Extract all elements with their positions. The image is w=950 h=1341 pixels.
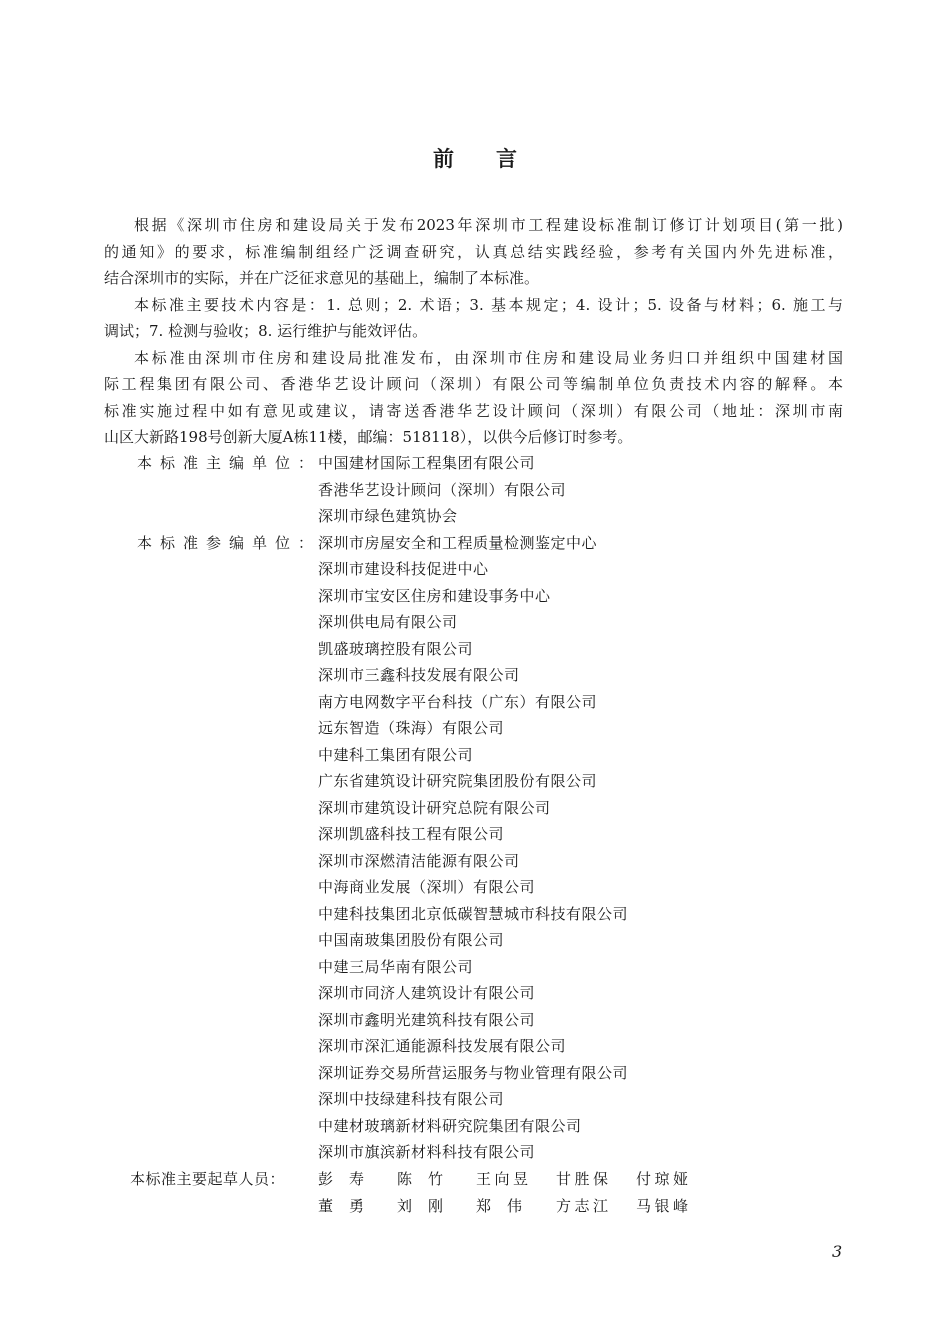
- chief-unit: 香港华艺设计顾问（深圳）有限公司: [318, 480, 567, 499]
- drafters-list: [318, 1166, 738, 1219]
- participating-unit: 深圳市三鑫科技发展有限公司: [318, 666, 520, 684]
- participating-unit: 深圳供电局有限公司: [318, 613, 458, 631]
- page-title: 前言: [433, 146, 559, 171]
- participating-unit: 南方电网数字平台科技（广东）有限公司: [318, 692, 598, 711]
- drafter-name: 马银峰: [636, 1196, 688, 1215]
- participating-unit: 中建材玻璃新材料研究院集团有限公司: [318, 1116, 582, 1135]
- chief-unit: 深圳市绿色建筑协会: [318, 507, 458, 525]
- participating-unit: 深圳市鑫明光建筑科技有限公司: [318, 1010, 536, 1029]
- participating-unit: 深圳市旗滨新材料科技有限公司: [318, 1143, 536, 1161]
- drafter-name: 陈竹: [397, 1170, 443, 1188]
- participating-unit: 深圳凯盛科技工程有限公司: [318, 825, 505, 843]
- drafter-name: 甘胜保: [556, 1170, 608, 1188]
- participating-unit: 深圳市房屋安全和工程质量检测鉴定中心: [318, 533, 598, 552]
- participating-unit: 远东智造（珠海）有限公司: [318, 719, 505, 737]
- paragraph-line: 根据《深圳市住房和建设局关于发布2023年深圳市工程建设标准制订修订计划项目(第一批): [134, 216, 843, 234]
- participating-units-label: 本标准参编单位：: [137, 533, 313, 552]
- paragraph-line: 本标准由深圳市住房和建设局批准发布，由深圳市住房和建设局业务归口并组织中国建材国: [134, 348, 843, 367]
- participating-unit: 中海商业发展（深圳）有限公司: [318, 878, 536, 896]
- participating-unit: 中建科工集团有限公司: [318, 745, 474, 764]
- drafter-name: 刘刚: [397, 1196, 443, 1215]
- paragraph-line: 标准实施过程中如有意见或建议，请寄送香港华艺设计顾问（深圳）有限公司（地址：深圳市南: [104, 401, 843, 420]
- drafter-name: 董勇: [318, 1196, 364, 1215]
- chief-unit: 中国建材国际工程集团有限公司: [318, 454, 536, 472]
- drafter-name: 郑伟: [476, 1196, 522, 1215]
- participating-unit: 广东省建筑设计研究院集团股份有限公司: [318, 772, 598, 790]
- participating-unit: 深圳中技绿建科技有限公司: [318, 1090, 505, 1108]
- drafters-row: [318, 1166, 738, 1193]
- paragraph-line: 本标准主要技术内容是：1. 总则；2. 术语；3. 基本规定；4. 设计；5. 设备与材料；6. 施工与: [134, 295, 843, 314]
- participating-unit: 深圳市建筑设计研究总院有限公司: [318, 798, 551, 817]
- drafter-name: 王向昱: [476, 1170, 528, 1188]
- page-number: 3: [832, 1242, 843, 1261]
- drafters-row: [318, 1193, 738, 1220]
- preface-body: [104, 212, 843, 451]
- participating-unit: 中建科技集团北京低碳智慧城市科技有限公司: [318, 904, 629, 923]
- drafters-label: 本标准主要起草人员：: [130, 1170, 286, 1188]
- participating-unit: 深圳市同济人建筑设计有限公司: [318, 984, 536, 1002]
- drafter-name: 付琼娅: [636, 1170, 688, 1188]
- participating-unit: 中建三局华南有限公司: [318, 957, 474, 976]
- participating-unit: 深圳证券交易所营运服务与物业管理有限公司: [318, 1063, 629, 1082]
- participating-unit: 深圳市深燃清洁能源有限公司: [318, 851, 520, 870]
- chief-units-list: [318, 450, 566, 530]
- participating-unit: 深圳市建设科技促进中心: [318, 560, 489, 578]
- participating-unit: 深圳市深汇通能源科技发展有限公司: [318, 1037, 567, 1055]
- chief-units-label: 本标准主编单位：: [137, 454, 313, 472]
- paragraph-line: 山区大新路198号创新大厦A栋11楼，邮编：518118），以供今后修订时参考。: [104, 428, 633, 446]
- participating-unit: 深圳市宝安区住房和建设事务中心: [318, 586, 551, 605]
- drafter-name: 方志江: [556, 1196, 608, 1215]
- participating-unit: 凯盛玻璃控股有限公司: [318, 639, 474, 658]
- participating-units-list: [318, 530, 628, 1166]
- participating-unit: 中国南玻集团股份有限公司: [318, 931, 505, 949]
- paragraph-line: 的通知》的要求，标准编制组经广泛调查研究，认真总结实践经验，参考有关国内外先进标准，: [104, 242, 843, 261]
- paragraph-line: 调试；7. 检测与验收；8. 运行维护与能效评估。: [104, 322, 428, 340]
- drafter-name: 彭寿: [318, 1170, 364, 1188]
- paragraph-line: 际工程集团有限公司、香港华艺设计顾问（深圳）有限公司等编制单位负责技术内容的解释。本: [104, 375, 843, 393]
- paragraph-line: 结合深圳市的实际，并在广泛征求意见的基础上，编制了本标准。: [104, 269, 540, 287]
